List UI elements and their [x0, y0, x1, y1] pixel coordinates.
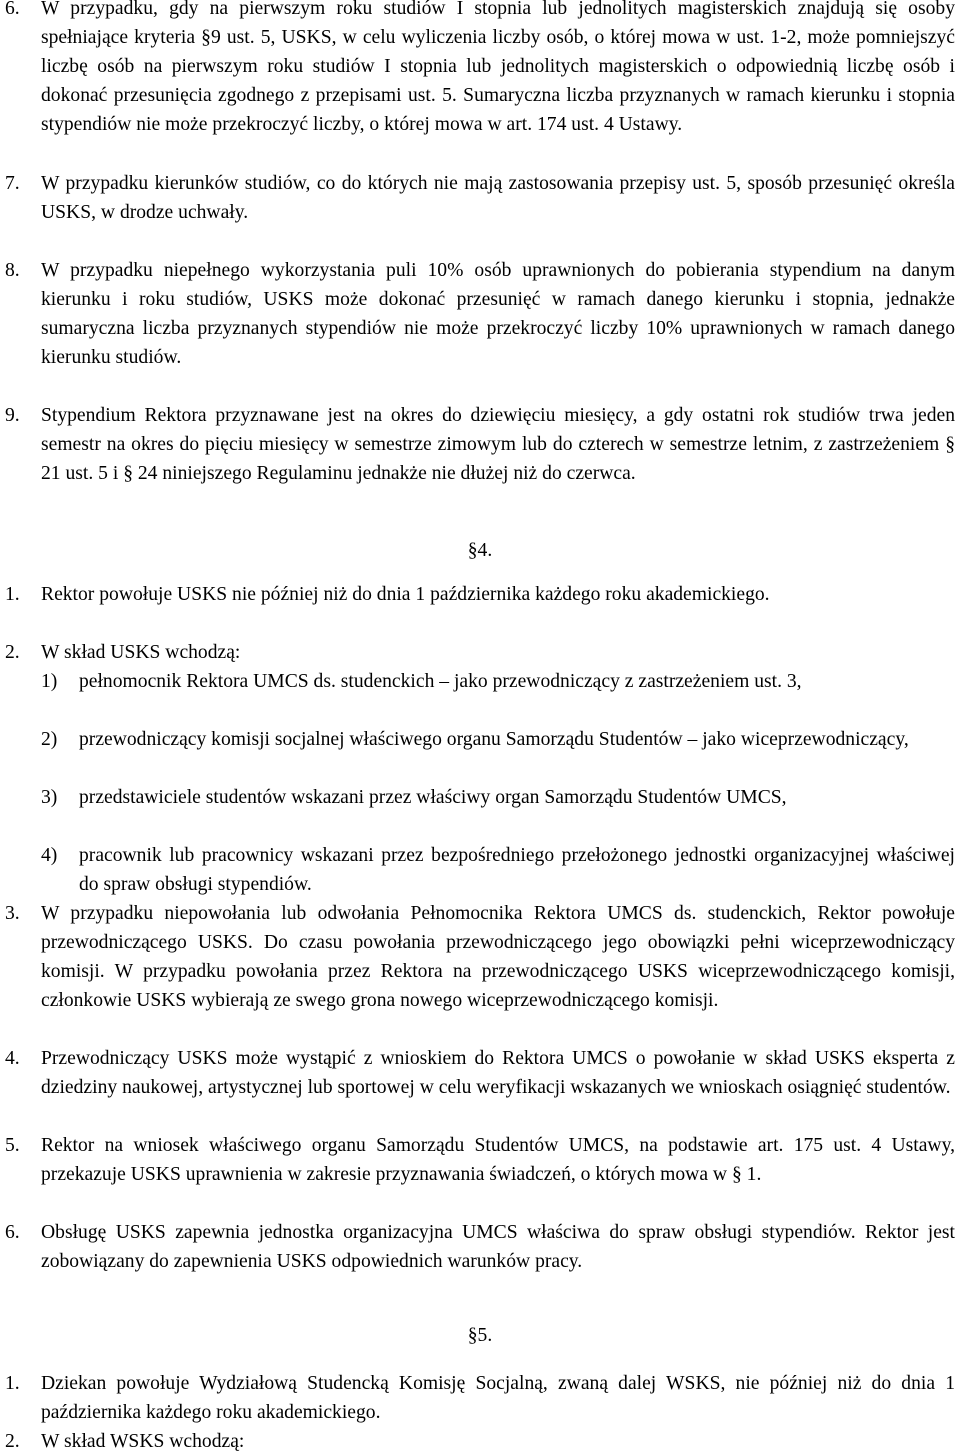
item-text: Stypendium Rektora przyznawane jest na okres do dziewięciu miesięcy, a gdy ostatni rok studiów trwa jeden semestr na okres do pięciu miesięcy w semestrze zimowym lub do czterech w semestrze letnim, z zastrzeżeniem § 21 ust. 5 i § 24 niniejszego Regulaminu jednakże nie dłużej niż do czerwca.: [41, 405, 955, 484]
point-number: 2): [41, 729, 58, 750]
item-text: W skład WSKS wchodzą:: [41, 1431, 245, 1452]
item-text: Rektor na wniosek właściwego organu Samorządu Studentów UMCS, na podstawie art. 175 ust. 4 Ustawy, przekazuje USKS uprawnienia w zakresie przyznawania świadczeń, o których mowa w § 1.: [41, 1135, 955, 1185]
item-number: 6.: [5, 1222, 20, 1243]
point-number: 4): [41, 845, 58, 866]
paragraph-3-item-7: [5, 169, 955, 227]
paragraph-4-item-3: [5, 899, 955, 1015]
point-text: przewodniczący komisji socjalnej właściwego organu Samorządu Studentów – jako wiceprzewodniczący,: [79, 729, 909, 750]
paragraph-4-item-4: [5, 1044, 955, 1102]
paragraph-4-item-2-point-2: [41, 725, 955, 754]
item-text: Przewodniczący USKS może wystąpić z wnioskiem do Rektora UMCS o powołanie w skład USKS eksperta z dziedziny naukowej, artystycznej lub sportowej w celu weryfikacji wskazanych we wnioskach osiągnięć studentów.: [41, 1048, 955, 1098]
item-text: W skład USKS wchodzą:: [41, 642, 241, 663]
item-text: Rektor powołuje USKS nie później niż do dnia 1 października każdego roku akademickiego.: [41, 584, 770, 605]
item-text: Dziekan powołuje Wydziałową Studencką Komisję Socjalną, zwaną dalej WSKS, nie później niż do dnia 1 października każdego roku akademickiego.: [41, 1373, 955, 1423]
item-number: 2.: [5, 1431, 20, 1452]
point-text: przedstawiciele studentów wskazani przez właściwy organ Samorządu Studentów UMCS,: [79, 787, 787, 808]
paragraph-4-item-1: [5, 580, 955, 609]
item-number: 7.: [5, 173, 20, 194]
point-number: 1): [41, 671, 58, 692]
item-text: W przypadku kierunków studiów, co do których nie mają zastosowania przepisy ust. 5, sposób przesunięć określa USKS, w drodze uchwały.: [41, 173, 955, 223]
paragraph-3-item-8: [5, 256, 955, 372]
section-heading-4: §4.: [467, 540, 493, 561]
item-number: 1.: [5, 584, 20, 605]
paragraph-4-item-5: [5, 1131, 955, 1189]
paragraph-5-item-2: [5, 1427, 955, 1456]
item-text: W przypadku, gdy na pierwszym roku studiów I stopnia lub jednolitych magisterskich znajdują się osoby spełniające kryteria §9 ust. 5, USKS, w celu wyliczenia liczby osób, o której mowa w ust. 1-2, może pomniejszyć liczbę osób na pierwszym roku studiów I stopnia lub jednolitych magisterskich o odpowiednią liczbę osób i dokonać przesunięcia zgodnego z przepisami ust. 5. Sumaryczna liczba przyznanych w ramach kierunku i stopnia stypendiów nie może przekroczyć liczby, o której mowa w art. 174 ust. 4 Ustawy.: [41, 0, 955, 135]
point-text: pracownik lub pracownicy wskazani przez bezpośredniego przełożonego jednostki organizacyjnej właściwej do spraw obsługi stypendiów.: [79, 845, 955, 895]
item-number: 9.: [5, 405, 20, 426]
paragraph-3-item-6: [5, 0, 955, 139]
item-text: W przypadku niepowołania lub odwołania Pełnomocnika Rektora UMCS ds. studenckich, Rektor powołuje przewodniczącego USKS. Do czasu powołania przewodniczącego jego obowiązki pełni wiceprzewodniczący komisji. W przypadku powołania przez Rektora na przewodniczącego USKS wiceprzewodniczącego komisji, członkowie USKS wybierają ze swego grona nowego wiceprzewodniczącego komisji.: [41, 903, 955, 1011]
paragraph-5-item-1: [5, 1369, 955, 1427]
item-text: W przypadku niepełnego wykorzystania puli 10% osób uprawnionych do pobierania stypendium na danym kierunku i roku studiów, USKS może dokonać przesunięć w ramach danego kierunku i stopnia, jednakże sumaryczna liczba przyznanych stypendiów nie może przekroczyć liczby 10% uprawnionych w ramach danego kierunku studiów.: [41, 260, 955, 368]
paragraph-3-item-9: [5, 401, 955, 488]
item-number: 3.: [5, 903, 20, 924]
point-number: 3): [41, 787, 58, 808]
point-text: pełnomocnik Rektora UMCS ds. studenckich – jako przewodniczący z zastrzeżeniem ust. 3,: [79, 671, 802, 692]
item-number: 2.: [5, 642, 20, 663]
item-number: 6.: [5, 0, 20, 19]
item-number: 8.: [5, 260, 20, 281]
paragraph-4-item-2: [5, 638, 955, 667]
paragraph-4-item-2-point-1: [41, 667, 955, 696]
item-number: 1.: [5, 1373, 20, 1394]
item-number: 4.: [5, 1048, 20, 1069]
item-text: Obsługę USKS zapewnia jednostka organizacyjna UMCS właściwa do spraw obsługi stypendiów. Rektor jest zobowiązany do zapewnienia USKS odpowiednich warunków pracy.: [41, 1222, 955, 1272]
paragraph-4-item-2-point-4: [41, 841, 955, 899]
paragraph-4-item-6: [5, 1218, 955, 1276]
paragraph-4-item-2-point-3: [41, 783, 955, 812]
item-number: 5.: [5, 1135, 20, 1156]
section-heading-5: §5.: [467, 1325, 493, 1346]
